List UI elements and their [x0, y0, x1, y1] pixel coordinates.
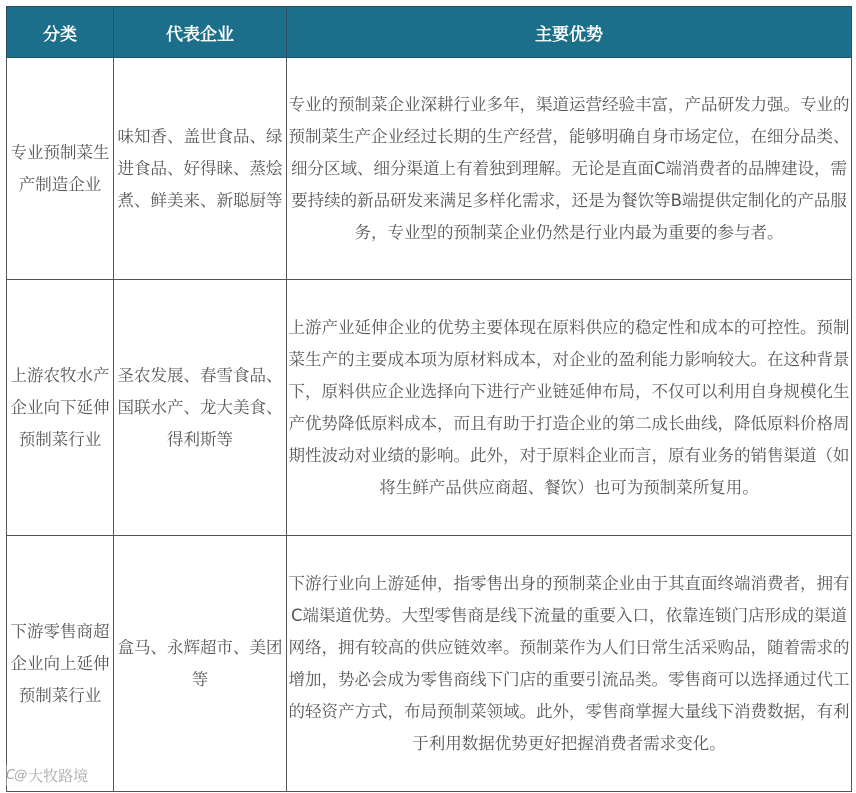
- table-row: [7, 536, 852, 792]
- category-cell: 专业预制菜生产制造企业: [7, 58, 114, 280]
- category-cell: 上游农牧水产企业向下延伸预制菜行业: [7, 280, 114, 536]
- comparison-table: [6, 6, 852, 792]
- category-cell: 下游零售商超企业向上延伸预制菜行业: [7, 536, 114, 792]
- table-row: [7, 58, 852, 280]
- watermark: [6, 765, 88, 786]
- header-advantages: 主要优势: [287, 7, 852, 58]
- companies-cell: 味知香、盖世食品、绿进食品、好得睐、蒸烩煮、鲜美来、新聪厨等: [114, 58, 287, 280]
- header-companies: 代表企业: [114, 7, 287, 58]
- watermark-text: 大牧路境: [28, 767, 89, 785]
- advantages-cell: 下游行业向上游延伸，指零售出身的预制菜企业由于其直面终端消费者，拥有C端渠道优势。大型零售商是线下流量的重要入口，依靠连锁门店形成的渠道网络，拥有较高的供应链效率。预制菜作为人们日常生活采购品，随着需求的增加，势必会成为零售商线下门店的重要引流品类。零售商可以选择通过代工的轻资产方式，布局预制菜领域。此外，零售商掌握大量线下消费数据，有利于利用数据优势更好把握消费者需求变化。: [287, 536, 852, 792]
- header-row: [7, 7, 852, 58]
- companies-cell: 圣农发展、春雪食品、国联水产、龙大美食、得利斯等: [114, 280, 287, 536]
- advantages-cell: 上游产业延伸企业的优势主要体现在原料供应的稳定性和成本的可控性。预制菜生产的主要成本项为原材料成本，对企业的盈利能力影响较大。在这种背景下，原料供应企业选择向下进行产业链延伸布局，不仅可以利用自身规模化生产优势降低原料成本，而且有助于打造企业的第二成长曲线，降低原料价格周期性波动对业绩的影响。此外，对于原料企业而言，原有业务的销售渠道（如将生鲜产品供应商超、餐饮）也可为预制菜所复用。: [287, 280, 852, 536]
- watermark-logo-icon: C@: [6, 768, 27, 783]
- header-category: 分类: [7, 7, 114, 58]
- table-row: [7, 280, 852, 536]
- companies-cell: 盒马、永辉超市、美团等: [114, 536, 287, 792]
- advantages-cell: 专业的预制菜企业深耕行业多年，渠道运营经验丰富，产品研发力强。专业的预制菜生产企业经过长期的生产经营，能够明确自身市场定位，在细分品类、细分区域、细分渠道上有着独到理解。无论是直面C端消费者的品牌建设，需要持续的新品研发来满足多样化需求，还是为餐饮等B端提供定制化的产品服务，专业型的预制菜企业仍然是行业内最为重要的参与者。: [287, 58, 852, 280]
